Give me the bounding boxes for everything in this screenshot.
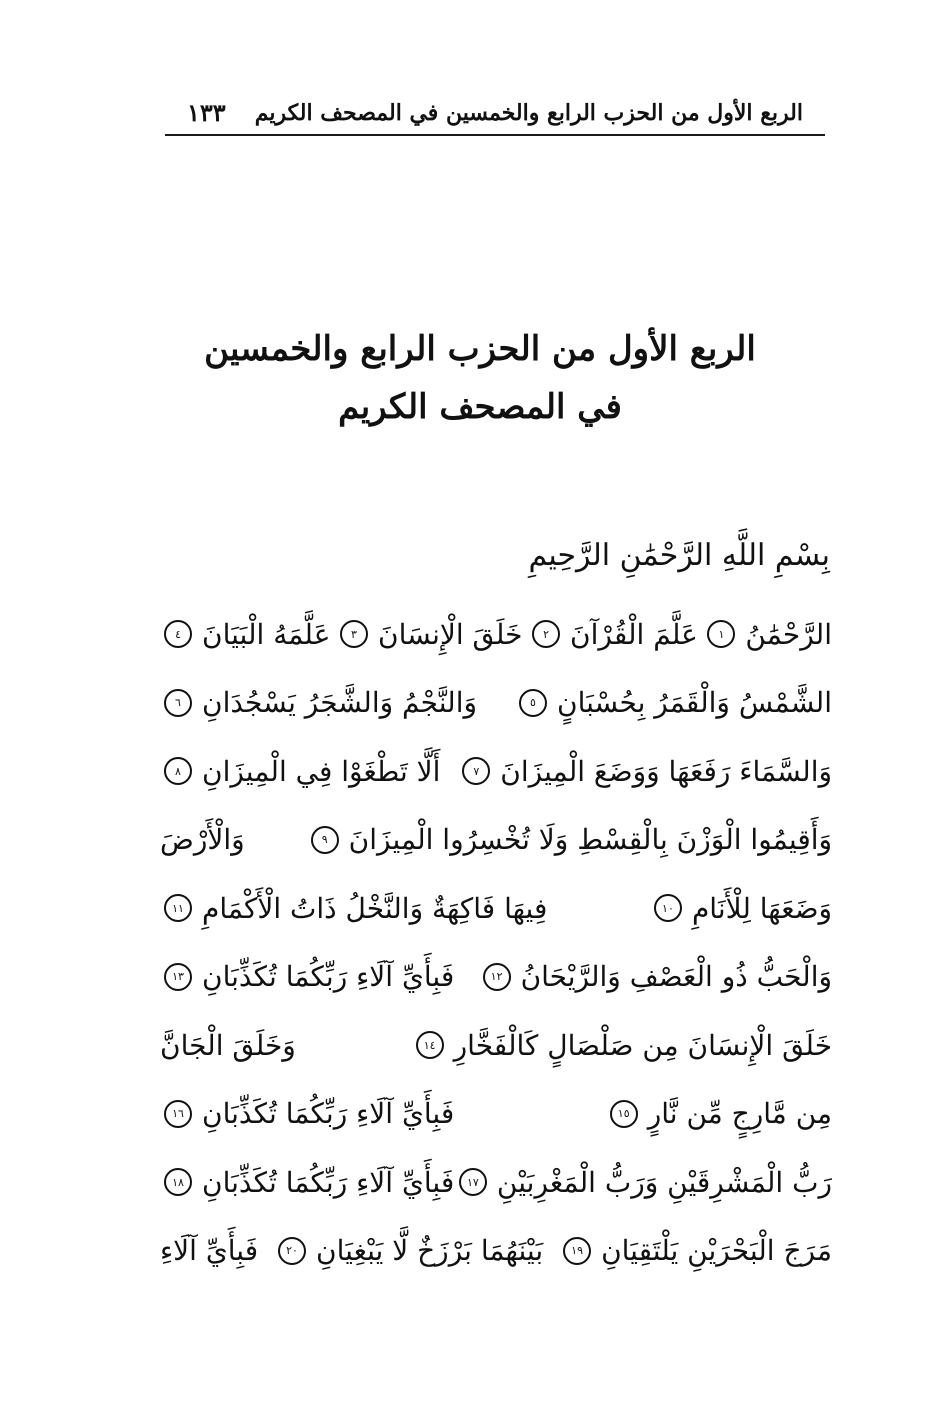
- verse-segment: [515, 686, 832, 719]
- ayah-number-marker: ٦: [164, 689, 192, 717]
- section-title: [200, 320, 760, 436]
- ayah-number-marker: ١: [707, 620, 735, 648]
- basmala-text: بِسْمِ اللَّهِ الرَّحْمَٰنِ الرَّحِيمِ: [528, 538, 830, 573]
- verse-text: فَبِأَيِّ آلَاءِ رَبِّكُمَا تُكَذِّبَانِ: [202, 1165, 455, 1199]
- verse-text: فَبِأَيِّ آلَاءِ رَبِّكُمَا تُكَذِّبَانِ: [202, 960, 455, 994]
- verse-text: مَرَجَ الْبَحْرَيْنِ يَلْتَقِيَانِ: [601, 1234, 832, 1268]
- verse-text: وَأَقِيمُوا الْوَزْنَ بِالْقِسْطِ وَلَا تُخْسِرُوا الْمِيزَانَ: [348, 823, 832, 857]
- verse-segment: [160, 960, 454, 993]
- verse-segment: [160, 618, 330, 651]
- verse-segment: [160, 686, 477, 719]
- running-header: [165, 96, 825, 136]
- verse-text: عَلَّمَهُ الْبَيَانَ: [202, 617, 331, 651]
- verse-segment: [274, 1234, 543, 1267]
- header-rule: [165, 134, 825, 136]
- ayah-number-marker: ٩: [311, 826, 339, 854]
- verse-segment: [160, 1166, 454, 1199]
- verse-text: عَلَّمَ الْقُرْآنَ: [570, 617, 698, 651]
- verse-text: فَبِأَيِّ آلَاءِ: [160, 1234, 259, 1268]
- verse-segment: [160, 755, 440, 788]
- verse-segment: [160, 892, 547, 925]
- ayah-number-marker: ١٨: [164, 1168, 192, 1196]
- verse-line: [160, 600, 832, 669]
- verse-line: [160, 1217, 832, 1286]
- verse-text: فَبِأَيِّ آلَاءِ رَبِّكُمَا تُكَذِّبَانِ: [202, 1097, 455, 1131]
- ayah-number-marker: ١٧: [459, 1168, 487, 1196]
- verse-segment: [479, 960, 832, 993]
- verse-segment: [559, 1234, 832, 1267]
- verse-text: رَبُّ الْمَشْرِقَيْنِ وَرَبُّ الْمَغْرِبَيْنِ: [496, 1165, 832, 1199]
- ayah-number-marker: ٤: [164, 620, 192, 648]
- verse-line: [160, 1148, 832, 1217]
- verse-text: بَيْنَهُمَا بَرْزَخٌ لَّا يَبْغِيَانِ: [316, 1234, 544, 1268]
- verse-text: وَالسَّمَاءَ رَفَعَهَا وَوَضَعَ الْمِيزَانَ: [500, 754, 832, 788]
- verse-segment: [606, 1097, 832, 1130]
- ayah-number-marker: ١٦: [164, 1100, 192, 1128]
- basmala: [160, 532, 830, 588]
- verse-text: فِيهَا فَاكِهَةٌ وَالنَّخْلُ ذَاتُ الْأَكْمَامِ: [202, 891, 548, 925]
- verse-segment: [412, 1029, 832, 1062]
- verse-text: خَلَقَ الْإِنسَانَ: [378, 617, 523, 651]
- section-title-line-1: الربع الأول من الحزب الرابع والخمسين: [204, 329, 756, 369]
- ayah-number-marker: ١٣: [164, 963, 192, 991]
- verse-text: وَالنَّجْمُ وَالشَّجَرُ يَسْجُدَانِ: [202, 686, 478, 720]
- verse-segment: [336, 618, 522, 651]
- running-title: الربع الأول من الحزب الرابع والخمسين في المصحف الكريم: [254, 100, 803, 126]
- ayah-number-marker: ٧: [462, 757, 490, 785]
- ayah-number-marker: ١٠: [654, 894, 682, 922]
- verse-segment: [455, 1166, 832, 1199]
- verse-line: [160, 669, 832, 738]
- verse-text: وَخَلَقَ الْجَانَّ: [160, 1028, 296, 1062]
- verse-line: [160, 1011, 832, 1080]
- verse-line: [160, 943, 832, 1012]
- verse-text: أَلَّا تَطْغَوْا فِي الْمِيزَانِ: [202, 754, 441, 788]
- ayah-number-marker: ١٤: [416, 1031, 444, 1059]
- verse-text: الرَّحْمَٰنُ: [745, 617, 832, 651]
- ayah-number-marker: ١٢: [483, 963, 511, 991]
- section-title-line-2: في المصحف الكريم: [338, 387, 622, 427]
- verse-text: وَضَعَهَا لِلْأَنَامِ: [691, 891, 832, 925]
- verse-line: [160, 737, 832, 806]
- verse-segment: [458, 755, 832, 788]
- verse-segment: [528, 618, 698, 651]
- verse-segment: [160, 1234, 258, 1267]
- verse-segment: [650, 892, 832, 925]
- verse-text: الشَّمْسُ وَالْقَمَرُ بِحُسْبَانٍ: [557, 686, 832, 720]
- verse-segment: [307, 823, 832, 856]
- ayah-number-marker: ٥: [519, 689, 547, 717]
- verse-segment: [160, 1029, 296, 1062]
- verse-block: [160, 600, 832, 1285]
- verse-segment: [160, 1097, 454, 1130]
- ayah-number-marker: ٣: [340, 620, 368, 648]
- verse-segment: [160, 823, 245, 856]
- verse-line: [160, 806, 832, 875]
- verse-text: وَالْأَرْضَ: [160, 823, 245, 857]
- verse-segment: [703, 618, 832, 651]
- ayah-number-marker: ٢: [532, 620, 560, 648]
- ayah-number-marker: ٢٠: [278, 1237, 306, 1265]
- verse-text: وَالْحَبُّ ذُو الْعَصْفِ وَالرَّيْحَانُ: [520, 960, 832, 994]
- ayah-number-marker: ٨: [164, 757, 192, 785]
- ayah-number-marker: ١٥: [610, 1100, 638, 1128]
- verse-line: [160, 874, 832, 943]
- page-number: ١٣٣: [187, 98, 226, 127]
- ayah-number-marker: ١٩: [563, 1237, 591, 1265]
- verse-text: خَلَقَ الْإِنسَانَ مِن صَلْصَالٍ كَالْفَخَّارِ: [453, 1028, 832, 1062]
- verse-line: [160, 1080, 832, 1149]
- ayah-number-marker: ١١: [164, 894, 192, 922]
- verse-text: مِن مَّارِجٍ مِّن نَّارٍ: [647, 1097, 832, 1131]
